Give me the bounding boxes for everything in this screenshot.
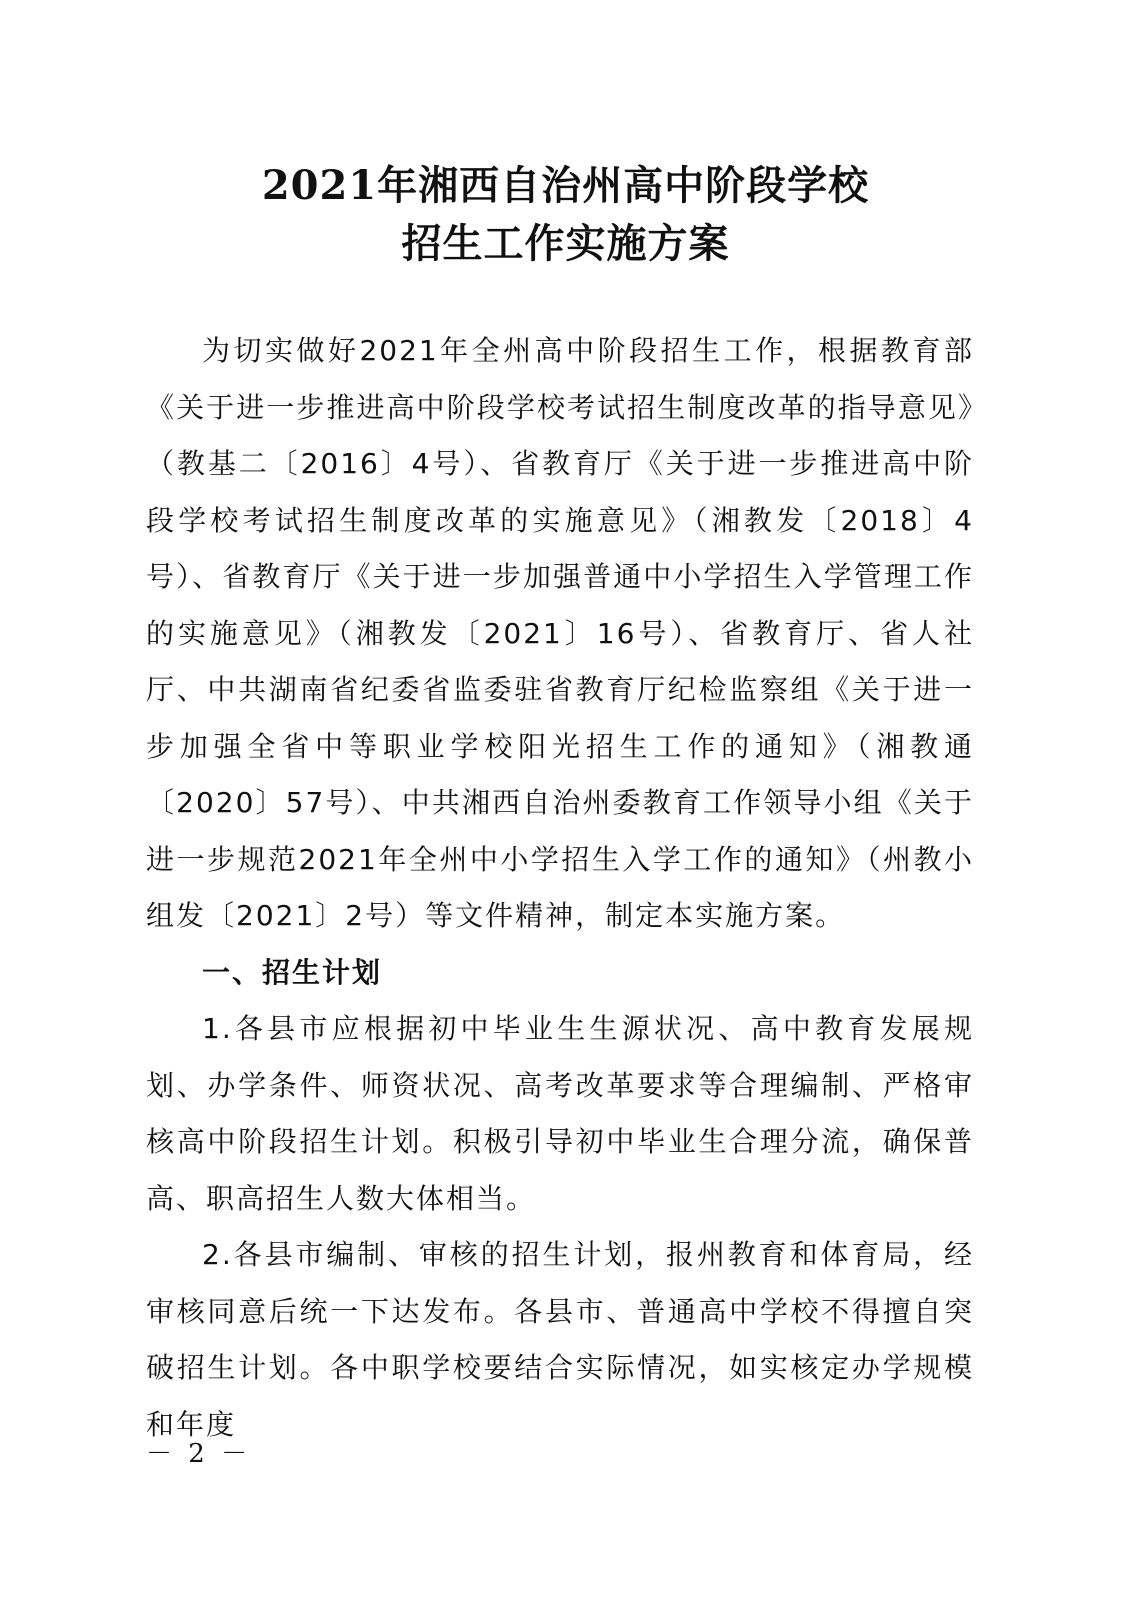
document-title-line2: 招生工作实施方案 [401, 220, 730, 267]
section-item-2: 2.各县市编制、审核的招生计划，报州教育和体育局，经审核同意后统一下达发布。各县市、普通高中学校不得擅自突破招生计划。各中职学校要结合实际情况，如实核定办学规模和年度 [146, 1238, 974, 1441]
section-item-1: 1.各县市应根据初中毕业生生源状况、高中教育发展规划、办学条件、师资状况、高考改革要求等合理编制、严格审核高中阶段招生计划。积极引导初中毕业生合理分流，确保普高、职高招生人数大体相当。 [146, 1012, 974, 1215]
section-heading: 一、招生计划 [202, 955, 383, 989]
page-number: － 2 － [146, 1439, 252, 1469]
document-title-line1: 2021年湘西自治州高中阶段学校 [261, 162, 870, 209]
document-body [146, 323, 974, 1453]
intro-paragraph: 为切实做好2021年全州高中阶段招生工作，根据教育部《关于进一步推进高中阶段学校考试招生制度改革的指导意见》（教基二〔2016〕4号）、省教育厅《关于进一步推进高中阶段学校考试招生制度改革的实施意见》（湘教发〔2018〕4号）、省教育厅《关于进一步加强普通中小学招生入学管理工作的实施意见》（湘教发〔2021〕16号）、省教育厅、省人社厅、中共湖南省纪委省监委驻省教育厅纪检监察组《关于进一步加强全省中等职业学校阳光招生工作的通知》（湘教通〔2020〕57号）、中共湘西自治州委教育工作领导小组《关于进一步规范2021年全州中小学招生入学工作的通知》（州教小组发〔2021〕2号）等文件精神，制定本实施方案。 [146, 334, 974, 932]
